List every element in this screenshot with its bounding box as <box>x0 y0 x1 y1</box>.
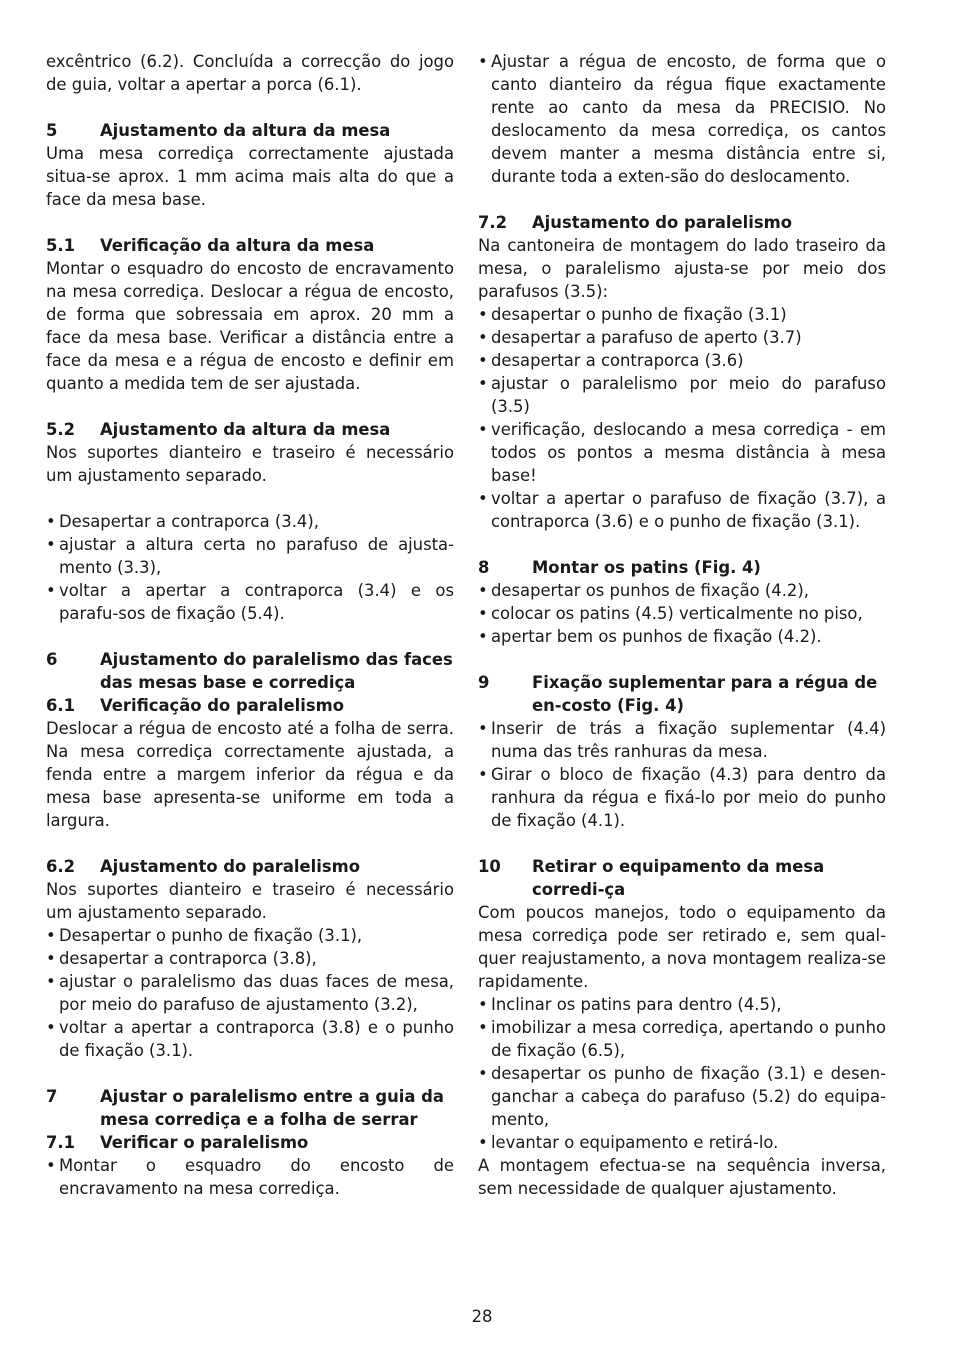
list-item: • Desapertar a contraporca (3.4), <box>46 512 319 531</box>
section-text: A montagem efectua-se na sequência inversa, sem necessidade de qualquer ajustamento. <box>478 1156 886 1198</box>
section-text: Deslocar a régua de encosto até a folha de serra. Na mesa corrediça correctamente ajustada, a fenda entre a margem inferior da régua e da mesa base apresenta-se uniforme em toda a largura. <box>46 719 454 830</box>
list-item: • Ajustar a régua de encosto, de forma que o canto dianteiro da régua fique exactamente rente ao canto da mesa da PRECISIO. No deslocamento da mesa corrediça, os cantos devem manter a mesma distância entre si, durante toda a exten-são do deslocamento. <box>478 52 886 186</box>
list-item: • Inserir de trás a fixação suplementar (4.4) numa das três ranhuras da mesa. <box>478 719 886 761</box>
list-item: • desapertar os punho de fixação (3.1) e desen-ganchar a cabeça do parafuso (5.2) do equipa-mento, <box>478 1064 886 1129</box>
right-column <box>478 50 886 1223</box>
section-heading: 6.1 Verificação do paralelismo <box>46 696 344 715</box>
section-8 <box>478 556 886 648</box>
section-text: Montar o esquadro do encosto de encravamento na mesa corrediça. Deslocar a régua de encosto, de forma que sobressaia em aprox. 20 mm a face da mesa base. Verificar a distância entre a face da mesa e a régua de encosto e definir em quanto a medida tem de ser ajustada. <box>46 259 454 393</box>
list-item: • desapertar a parafuso de aperto (3.7) <box>478 328 802 347</box>
section-5-2-list <box>46 510 454 625</box>
list-item: • desapertar os punhos de fixação (4.2), <box>478 581 809 600</box>
section-text: Nos suportes dianteiro e traseiro é necessário um ajustamento separado. <box>46 880 454 922</box>
list-item: • ajustar o paralelismo das duas faces de mesa, por meio do parafuso de ajustamento (3.2), <box>46 972 454 1014</box>
section-heading: 6 Ajustamento do paralelismo das faces das mesas base e corrediça <box>46 650 453 692</box>
section-heading: 7 Ajustar o paralelismo entre a guia da mesa corrediça e a folha de serrar <box>46 1087 444 1129</box>
section-heading: 10 Retirar o equipamento da mesa corredi-ça <box>478 857 825 899</box>
section-text: Na cantoneira de montagem do lado traseiro da mesa, o paralelismo ajusta-se por meio dos parafusos (3.5): <box>478 236 886 301</box>
list-item: • Montar o esquadro do encosto de encravamento na mesa corrediça. <box>46 1156 454 1198</box>
section-5 <box>46 119 454 211</box>
section-text: Com poucos manejos, todo o equipamento da mesa corrediça pode ser retirado e, sem qual-quer reajustamento, a nova montagem realiza-se rapidamente. <box>478 903 886 991</box>
left-column <box>46 50 454 1223</box>
section-text: Nos suportes dianteiro e traseiro é necessário um ajustamento separado. <box>46 443 454 485</box>
list-item: • apertar bem os punhos de fixação (4.2). <box>478 627 822 646</box>
list-item: • verificação, deslocando a mesa corrediça - em todos os pontos a mesma distância à mesa base! <box>478 420 886 485</box>
section-7-1-continued <box>478 50 886 188</box>
section-7 <box>46 1085 454 1200</box>
list-item: • voltar a apertar a contraporca (3.8) e o punho de fixação (3.1). <box>46 1018 454 1060</box>
section-10 <box>478 855 886 1200</box>
section-heading: 7.2 Ajustamento do paralelismo <box>478 213 792 232</box>
section-5-2 <box>46 418 454 487</box>
list-item: • levantar o equipamento e retirá-lo. <box>478 1133 779 1152</box>
list-item: • desapertar a contraporca (3.8), <box>46 949 317 968</box>
section-heading: 5.1 Verificação da altura da mesa <box>46 236 375 255</box>
section-text: Uma mesa corrediça correctamente ajustada situa-se aprox. 1 mm acima mais alta do que a face da mesa base. <box>46 144 454 209</box>
list-item: • voltar a apertar o parafuso de fixação (3.7), a contraporca (3.6) e o punho de fixação (3.1). <box>478 489 886 531</box>
list-item: • Desapertar o punho de fixação (3.1), <box>46 926 363 945</box>
page-number: 28 <box>471 1307 493 1326</box>
section-6-2 <box>46 855 454 1062</box>
section-heading: 8 Montar os patins (Fig. 4) <box>478 558 761 577</box>
list-item: • imobilizar a mesa corrediça, apertando o punho de fixação (6.5), <box>478 1018 886 1060</box>
section-heading: 9 Fixação suplementar para a régua de en-costo (Fig. 4) <box>478 673 878 715</box>
section-heading: 5 Ajustamento da altura da mesa <box>46 121 391 140</box>
section-heading: 5.2 Ajustamento da altura da mesa <box>46 420 391 439</box>
intro-paragraph: excêntrico (6.2). Concluída a correcção do jogo de guia, voltar a apertar a porca (6.1). <box>46 52 454 94</box>
list-item: • voltar a apertar a contraporca (3.4) e os parafu-sos de fixação (5.4). <box>46 581 454 623</box>
list-item: • Girar o bloco de fixação (4.3) para dentro da ranhura da régua e fixá-lo por meio do punho de fixação (4.1). <box>478 765 886 830</box>
list-item: • ajustar o paralelismo por meio do parafuso (3.5) <box>478 374 886 416</box>
section-7-2 <box>478 211 886 533</box>
section-heading: 7.1 Verificar o paralelismo <box>46 1133 309 1152</box>
section-9 <box>478 671 886 832</box>
list-item: • desapertar o punho de fixação (3.1) <box>478 305 787 324</box>
section-6 <box>46 648 454 832</box>
section-heading: 6.2 Ajustamento do paralelismo <box>46 857 360 876</box>
section-5-1 <box>46 234 454 395</box>
list-item: • Inclinar os patins para dentro (4.5), <box>478 995 782 1014</box>
list-item: • colocar os patins (4.5) verticalmente no piso, <box>478 604 863 623</box>
list-item: • desapertar a contraporca (3.6) <box>478 351 744 370</box>
list-item: • ajustar a altura certa no parafuso de ajusta-mento (3.3), <box>46 535 454 577</box>
